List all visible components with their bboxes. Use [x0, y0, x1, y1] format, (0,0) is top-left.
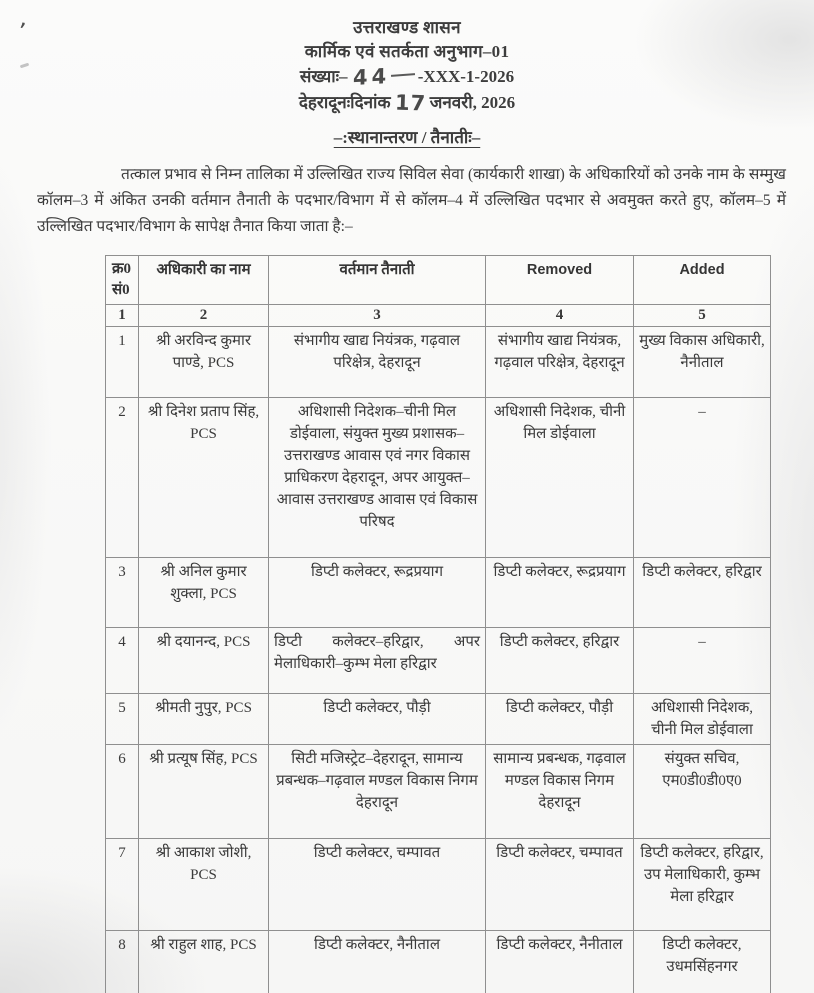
- officer-row: [106, 327, 771, 398]
- handwritten-day-number: 17: [394, 90, 427, 116]
- cell-added: मुख्य विकास अधिकारी, नैनीताल: [634, 327, 771, 398]
- cell-officer-name: श्रीमती नुपुर, PCS: [139, 694, 269, 745]
- cell-removed: सामान्य प्रबन्धक, गढ़वाल मण्डल विकास निगम देहरादून: [486, 745, 634, 839]
- cell-serial-number: 6: [106, 745, 139, 839]
- stray-ink-mark: ʼ: [16, 17, 28, 47]
- table-header-row: [106, 256, 771, 305]
- officer-row: [106, 839, 771, 931]
- cell-added: डिप्टी कलेक्टर, उधमसिंहनगर: [634, 931, 771, 993]
- place-date-line: [0, 90, 814, 116]
- cell-officer-name: श्री राहुल शाह, PCS: [139, 931, 269, 993]
- cell-removed: डिप्टी कलेक्टर, नैनीताल: [486, 931, 634, 993]
- cell-serial-number: 8: [106, 931, 139, 993]
- cell-serial-number: 5: [106, 694, 139, 745]
- cell-serial-number: 1: [106, 327, 139, 398]
- cell-current-posting: डिप्टी कलेक्टर–हरिद्वार, अपर मेलाधिकारी–कुम्भ मेला हरिद्वार: [269, 628, 486, 694]
- officer-row: [106, 628, 771, 694]
- intro-paragraph: तत्काल प्रभाव से निम्न तालिका में उल्लिखित राज्य सिविल सेवा (कार्यकारी शाखा) के अधिकारियों को उनके नाम के सम्मुख कॉलम–3 में अंकित उनकी वर्तमान तैनाती के पदभार/विभाग में से कॉलम–4 में उल्लिखित पदभार से अवमुक्त करते हुए, कॉलम–5 में उल्लिखित पदभार/विभाग के सापेक्ष तैनात किया जाता है:–: [37, 166, 786, 235]
- header-serial-line1: क्र0: [112, 261, 132, 277]
- column-number: 4: [486, 305, 634, 327]
- column-number: 2: [139, 305, 269, 327]
- officer-row: [106, 745, 771, 839]
- cell-officer-name: श्री अनिल कुमार शुक्ला, PCS: [139, 558, 269, 628]
- subject-heading: –:स्थानान्तरण / तैनातीः–: [333, 128, 481, 147]
- column-number: 5: [634, 305, 771, 327]
- header-serial-line2: सं0: [112, 282, 130, 298]
- cell-current-posting: सिटी मजिस्ट्रेट–देहरादून, सामान्य प्रबन्धक–गढ़वाल मण्डल विकास निगम देहरादून: [269, 745, 486, 839]
- cell-removed: डिप्टी कलेक्टर, चम्पावत: [486, 839, 634, 931]
- cell-added: –: [634, 628, 771, 694]
- reference-number-suffix: -XXX-1-2026: [417, 67, 515, 86]
- transfer-posting-table: [105, 255, 771, 993]
- officer-row: [106, 398, 771, 558]
- officer-row: [106, 694, 771, 745]
- cell-removed: डिप्टी कलेक्टर, पौड़ी: [486, 694, 634, 745]
- cell-serial-number: 2: [106, 398, 139, 558]
- cell-added: अधिशासी निदेशक, चीनी मिल डोईवाला: [634, 694, 771, 745]
- cell-added: डिप्टी कलेक्टर, हरिद्वार, उप मेलाधिकारी, कुम्भ मेला हरिद्वार: [634, 839, 771, 931]
- cell-added: डिप्टी कलेक्टर, हरिद्वार: [634, 558, 771, 628]
- column-number-row: [106, 305, 771, 327]
- cell-current-posting: अधिशासी निदेशक–चीनी मिल डोईवाला, संयुक्त मुख्य प्रशासक–उत्तराखण्ड आवास एवं नगर विकास प्राधिकरण देहरादून, अपर आयुक्त–आवास उत्तराखण्ड आवास एवं विकास परिषद: [269, 398, 486, 558]
- cell-serial-number: 7: [106, 839, 139, 931]
- cell-removed: अधिशासी निदेशक, चीनी मिल डोईवाला: [486, 398, 634, 558]
- government-name-heading: उत्तराखण्ड शासन: [353, 18, 461, 37]
- reference-number-prefix: संख्याः–: [299, 67, 348, 86]
- column-number: 1: [106, 305, 139, 327]
- header-officer-name: अधिकारी का नाम: [139, 256, 269, 305]
- cell-added: संयुक्त सचिव, एम0डी0डी0ए0: [634, 745, 771, 839]
- header-added: Added: [634, 256, 771, 305]
- officer-row: [106, 931, 771, 993]
- pen-stroke-mark: [391, 73, 415, 77]
- cell-current-posting: डिप्टी कलेक्टर, नैनीताल: [269, 931, 486, 993]
- officer-row: [106, 558, 771, 628]
- date-line-prefix: देहरादूनःदिनांक: [298, 93, 391, 112]
- header-removed: Removed: [486, 256, 634, 305]
- cell-current-posting: डिप्टी कलेक्टर, रूद्रप्रयाग: [269, 558, 486, 628]
- handwritten-reference-number: 44: [352, 63, 390, 91]
- column-number: 3: [269, 305, 486, 327]
- cell-current-posting: डिप्टी कलेक्टर, चम्पावत: [269, 839, 486, 931]
- reference-number-line: [0, 64, 814, 90]
- date-line-suffix: जनवरी, 2026: [429, 93, 516, 112]
- department-section-heading: कार्मिक एवं सतर्कता अनुभाग–01: [304, 42, 510, 61]
- cell-officer-name: श्री दिनेश प्रताप सिंह, PCS: [139, 398, 269, 558]
- cell-current-posting: डिप्टी कलेक्टर, पौड़ी: [269, 694, 486, 745]
- cell-officer-name: श्री आकाश जोशी, PCS: [139, 839, 269, 931]
- cell-officer-name: श्री दयानन्द, PCS: [139, 628, 269, 694]
- cell-current-posting: संभागीय खाद्य नियंत्रक, गढ़वाल परिक्षेत्र, देहरादून: [269, 327, 486, 398]
- cell-officer-name: श्री अरविन्द कुमार पाण्डे, PCS: [139, 327, 269, 398]
- cell-removed: संभागीय खाद्य नियंत्रक, गढ़वाल परिक्षेत्र, देहरादून: [486, 327, 634, 398]
- header-current-posting: वर्तमान तैनाती: [269, 256, 486, 305]
- cell-officer-name: श्री प्रत्यूष सिंह, PCS: [139, 745, 269, 839]
- header-serial-number: [106, 256, 139, 305]
- cell-added: –: [634, 398, 771, 558]
- cell-removed: डिप्टी कलेक्टर, रूद्रप्रयाग: [486, 558, 634, 628]
- cell-removed: डिप्टी कलेक्टर, हरिद्वार: [486, 628, 634, 694]
- cell-serial-number: 4: [106, 628, 139, 694]
- cell-serial-number: 3: [106, 558, 139, 628]
